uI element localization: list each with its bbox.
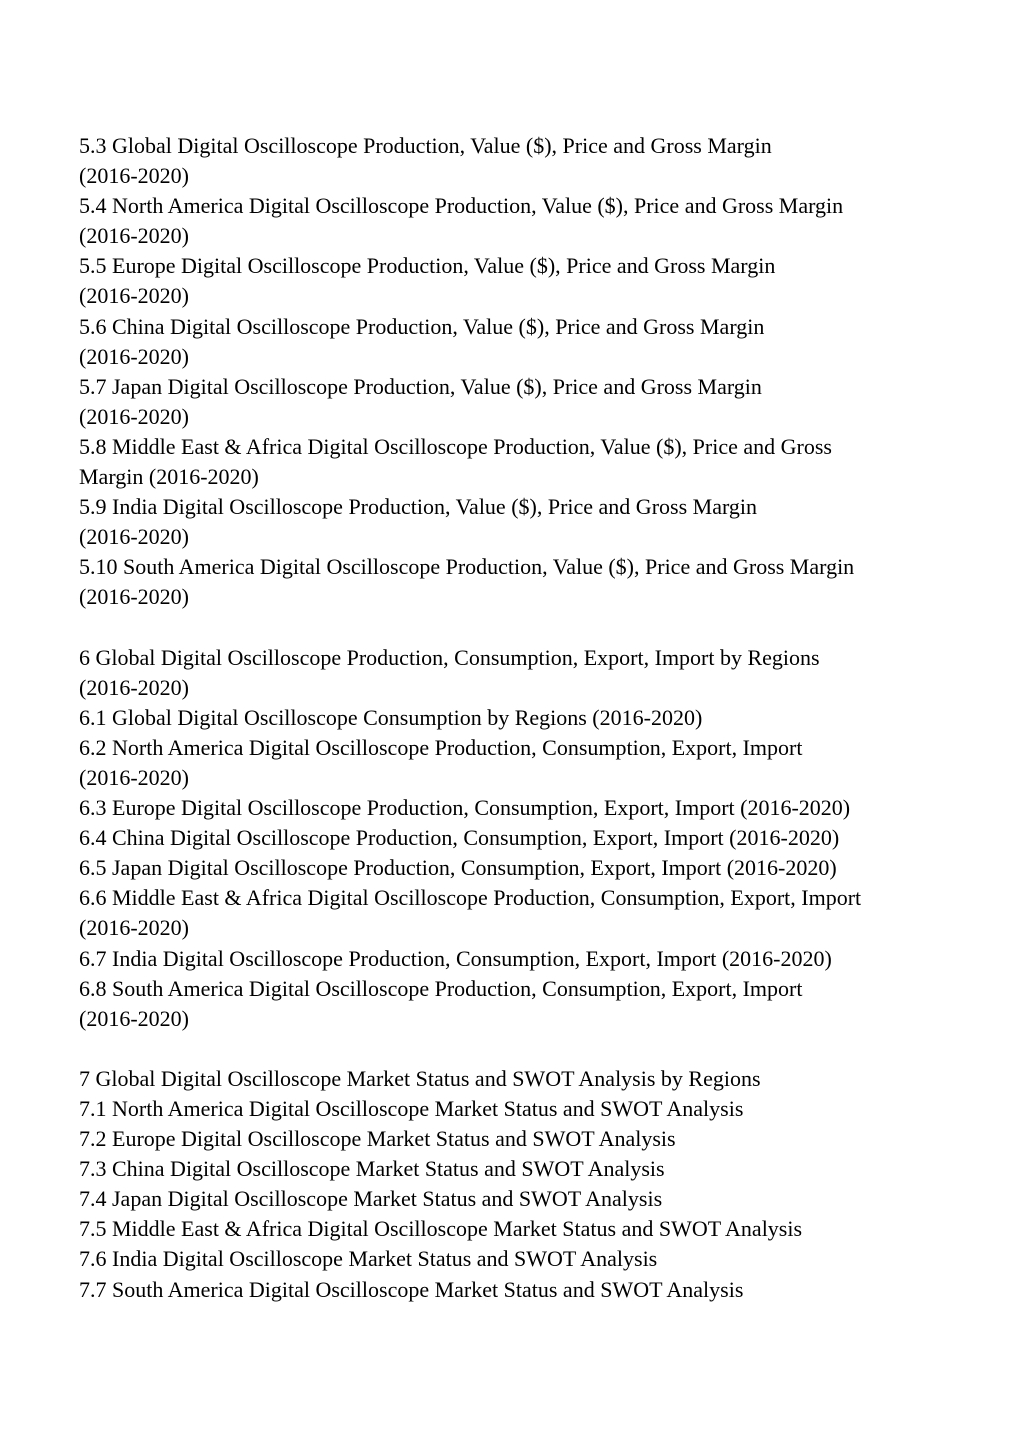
toc-entry: (2016-2020) bbox=[79, 524, 189, 550]
section-heading: 6 Global Digital Oscilloscope Production, Consumption, Export, Import by Regions bbox=[79, 644, 820, 670]
toc-entry: 5.4 North America Digital Oscilloscope Production, Value ($), Price and Gross Margin bbox=[79, 193, 844, 219]
toc-entry: (2016-2020) bbox=[79, 584, 189, 610]
toc-entry: 5.5 Europe Digital Oscilloscope Production, Value ($), Price and Gross Margin bbox=[79, 253, 776, 279]
toc-entry: (2016-2020) bbox=[79, 915, 189, 941]
toc-entry: 6.4 China Digital Oscilloscope Production, Consumption, Export, Import (2016-2020) bbox=[79, 825, 840, 851]
toc-entry: 6.5 Japan Digital Oscilloscope Production, Consumption, Export, Import (2016-2020) bbox=[79, 855, 837, 881]
toc-entry: 5.8 Middle East & Africa Digital Oscilloscope Production, Value ($), Price and Gross bbox=[79, 433, 832, 459]
toc-entry: 6.7 India Digital Oscilloscope Production, Consumption, Export, Import (2016-2020) bbox=[79, 945, 832, 971]
toc-entry: 5.3 Global Digital Oscilloscope Production, Value ($), Price and Gross Margin bbox=[79, 133, 772, 158]
toc-entry: Margin (2016-2020) bbox=[79, 464, 259, 490]
toc-entry: 7.2 Europe Digital Oscilloscope Market Status and SWOT Analysis bbox=[79, 1126, 676, 1152]
section-gap bbox=[79, 613, 949, 643]
toc-entry: 6.6 Middle East & Africa Digital Oscilloscope Production, Consumption, Export, Import bbox=[79, 885, 862, 911]
toc-entry: (2016-2020) bbox=[79, 283, 189, 309]
toc-entry: 5.9 India Digital Oscilloscope Production, Value ($), Price and Gross Margin bbox=[79, 494, 758, 520]
toc-entry: 5.10 South America Digital Oscilloscope Production, Value ($), Price and Gross Margin bbox=[79, 554, 855, 580]
toc-entry: 5.6 China Digital Oscilloscope Production, Value ($), Price and Gross Margin bbox=[79, 313, 765, 339]
toc-entry: (2016-2020) bbox=[79, 1005, 189, 1031]
toc-entry: 7.3 China Digital Oscilloscope Market Status and SWOT Analysis bbox=[79, 1156, 665, 1182]
toc-entry: 7.4 Japan Digital Oscilloscope Market Status and SWOT Analysis bbox=[79, 1186, 663, 1212]
toc-entry: (2016-2020) bbox=[79, 764, 189, 790]
toc-entry: (2016-2020) bbox=[79, 223, 189, 249]
section-heading: 7 Global Digital Oscilloscope Market Status and SWOT Analysis by Regions bbox=[79, 1065, 761, 1091]
toc-entry: (2016-2020) bbox=[79, 163, 189, 189]
toc-entry: 7.7 South America Digital Oscilloscope Market Status and SWOT Analysis bbox=[79, 1276, 744, 1302]
toc-entry: (2016-2020) bbox=[79, 674, 189, 700]
section-gap bbox=[79, 1034, 949, 1064]
toc-entry: 6.8 South America Digital Oscilloscope Production, Consumption, Export, Import bbox=[79, 975, 803, 1001]
toc-entry: 7.6 India Digital Oscilloscope Market Status and SWOT Analysis bbox=[79, 1246, 658, 1272]
toc-entry: 5.7 Japan Digital Oscilloscope Production, Value ($), Price and Gross Margin bbox=[79, 373, 762, 399]
toc-entry: 6.1 Global Digital Oscilloscope Consumption by Regions (2016-2020) bbox=[79, 704, 703, 730]
toc-entry: (2016-2020) bbox=[79, 403, 189, 429]
toc-entry: (2016-2020) bbox=[79, 343, 189, 369]
toc-entry: 6.2 North America Digital Oscilloscope Production, Consumption, Export, Import bbox=[79, 734, 803, 760]
toc-entry: 6.3 Europe Digital Oscilloscope Production, Consumption, Export, Import (2016-2020) bbox=[79, 795, 851, 821]
toc-entry: 7.5 Middle East & Africa Digital Oscilloscope Market Status and SWOT Analysis bbox=[79, 1216, 803, 1242]
toc-entry: 7.1 North America Digital Oscilloscope Market Status and SWOT Analysis bbox=[79, 1096, 744, 1121]
document-page bbox=[79, 131, 949, 1305]
